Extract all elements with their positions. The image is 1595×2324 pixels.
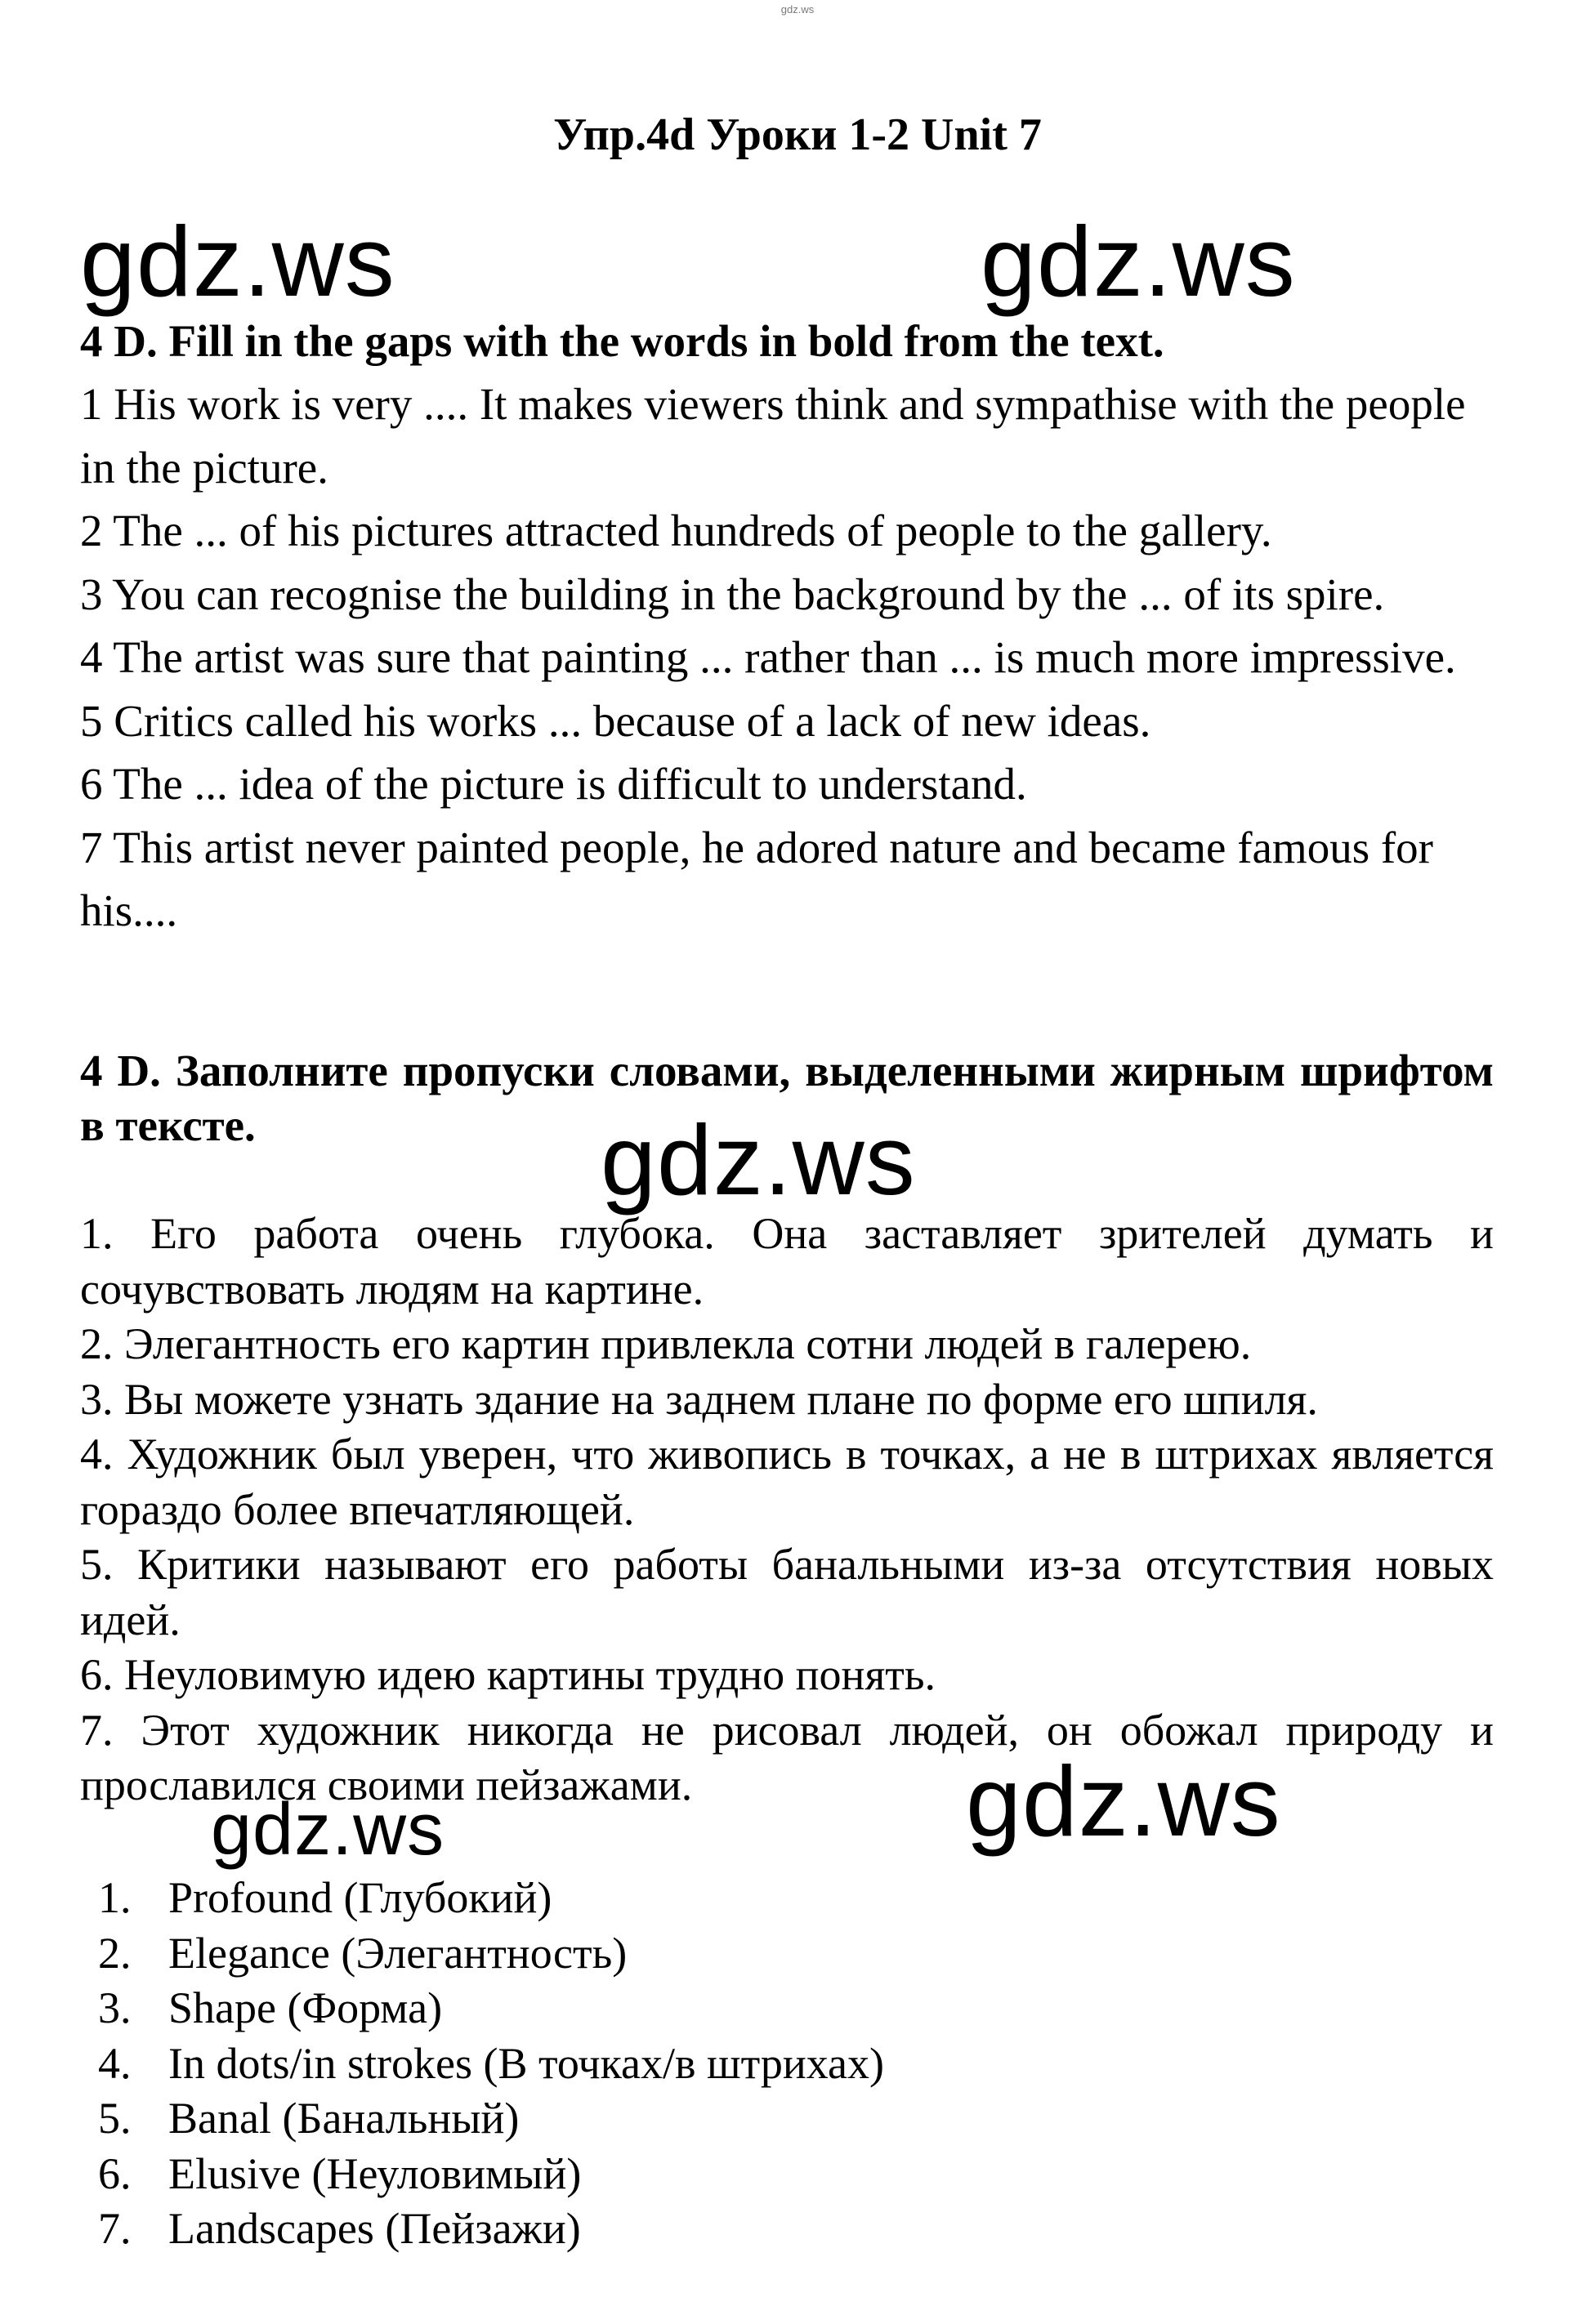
answer-number: 4. <box>98 2038 132 2088</box>
list-item: 4. Художник был уверен, что живопись в точках, а не в штрихах является гораздо более впечатляющей. <box>80 1430 1494 1534</box>
list-item: 7. Этот художник никогда не рисовал людей, он обожал природу и прославился своими пейзажами. <box>80 1705 1494 1809</box>
answer-item <box>98 2091 884 2147</box>
list-item: 4 The artist was sure that painting ... rather than ... is much more impressive. <box>80 632 1456 682</box>
answer-text: Banal (Банальный) <box>168 2094 520 2143</box>
russian-heading: 4 D. Заполните пропуски словами, выделенными жирным шрифтом в тексте. <box>80 1046 1494 1150</box>
answer-text: Elusive (Неуловимый) <box>168 2148 582 2198</box>
list-item: 2. Элегантность его картин привлекла сотни людей в галерею. <box>80 1319 1252 1368</box>
watermark: gdz.ws <box>601 1104 916 1216</box>
answer-number: 1. <box>98 1873 132 1922</box>
answer-text: Landscapes (Пейзажи) <box>168 2204 581 2253</box>
english-heading: 4 D. Fill in the gaps with the words in bold from the text. <box>80 316 1164 366</box>
list-item: 3 You can recognise the building in the background by the ... of its spire. <box>80 569 1385 619</box>
list-item: 2 The ... of his pictures attracted hundreds of people to the gallery. <box>80 506 1272 555</box>
watermark: gdz.ws <box>966 1746 1281 1857</box>
answer-item <box>98 2147 884 2202</box>
answer-number: 7. <box>98 2204 132 2253</box>
answer-list <box>98 1871 884 2257</box>
top-watermark: gdz.ws <box>780 3 815 16</box>
answer-text: Shape (Форма) <box>168 1983 443 2032</box>
answer-item <box>98 2201 884 2257</box>
list-item: 6 The ... idea of the picture is difficult to understand. <box>80 759 1027 809</box>
answer-text: Elegance (Элегантность) <box>168 1928 628 1978</box>
answer-item <box>98 1926 884 1982</box>
list-item: 1 His work is very .... It makes viewers think and sympathise with the people in the picture. <box>80 379 1466 493</box>
list-item: 7 This artist never painted people, he adored nature and became famous for his.... <box>80 822 1433 935</box>
list-item: 5. Критики называют его работы банальными из-за отсутствия новых идей. <box>80 1540 1494 1644</box>
watermark: gdz.ws <box>981 206 1296 317</box>
watermark: gdz.ws <box>80 206 395 317</box>
list-item: 1. Его работа очень глубока. Она заставляет зрителей думать и сочувствовать людям на картине. <box>80 1209 1494 1314</box>
page-title: Упр.4d Уроки 1-2 Unit 7 <box>553 109 1042 160</box>
answer-text: Profound (Глубокий) <box>168 1873 552 1922</box>
answer-number: 2. <box>98 1928 132 1978</box>
english-exercise <box>80 310 1502 943</box>
answer-item <box>98 1871 884 1926</box>
answer-number: 6. <box>98 2148 132 2198</box>
answer-item <box>98 1981 884 2036</box>
answer-text: In dots/in strokes (В точках/в штрихах) <box>168 2038 884 2088</box>
answer-item <box>98 2036 884 2092</box>
list-item: 6. Неуловимую идею картины трудно понять. <box>80 1650 936 1699</box>
list-item: 5 Critics called his works ... because of a lack of new ideas. <box>80 695 1151 746</box>
answer-number: 3. <box>98 1983 132 2032</box>
answer-number: 5. <box>98 2094 132 2143</box>
list-item: 3. Вы можете узнать здание на заднем плане по форме его шпиля. <box>80 1374 1318 1424</box>
watermark: gdz.ws <box>211 1789 445 1871</box>
